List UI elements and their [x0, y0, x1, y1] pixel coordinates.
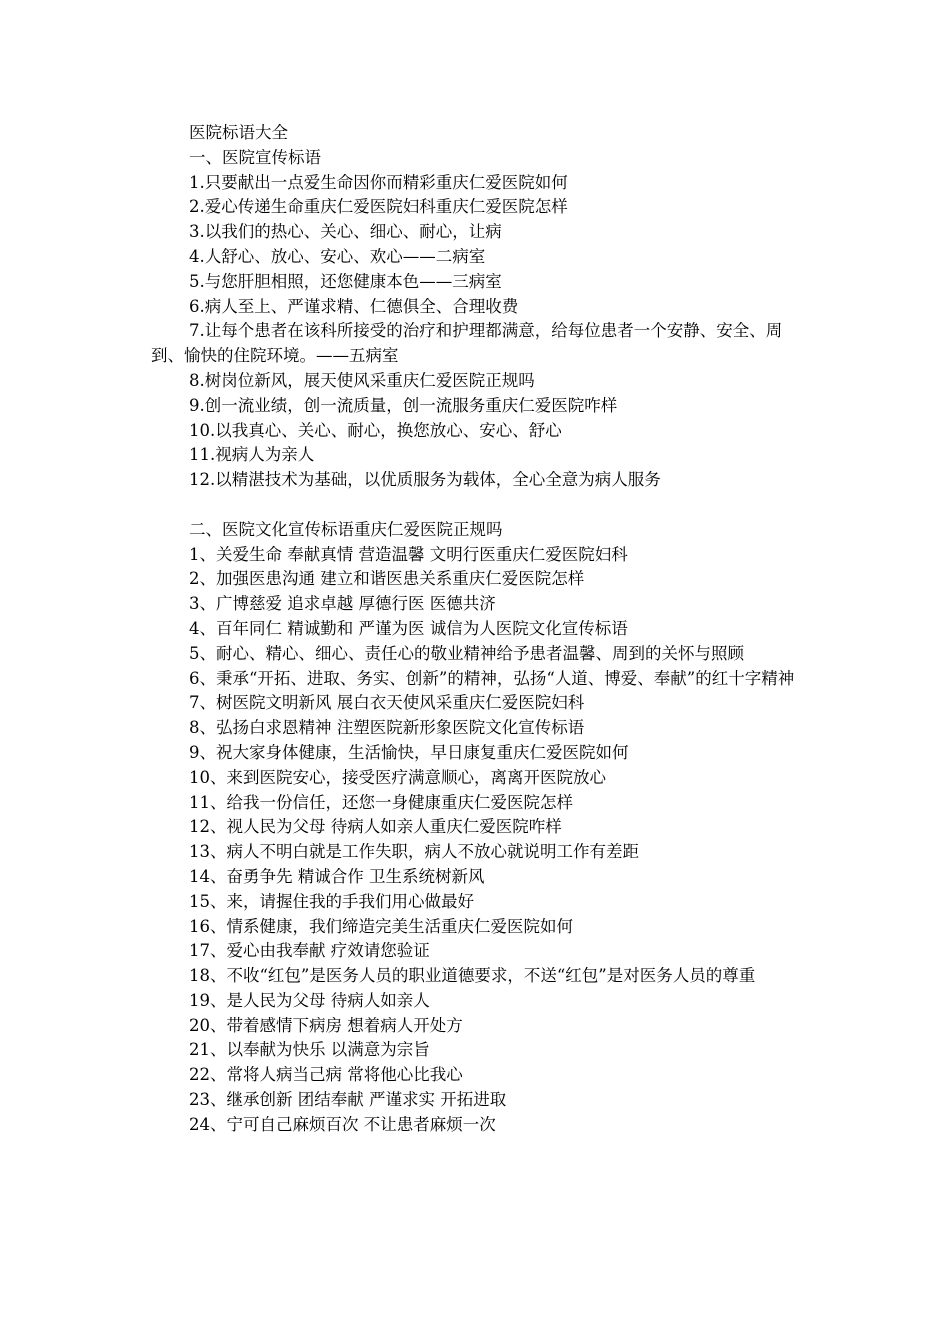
section2-item-23: 23、继承创新 团结奉献 严谨求实 开拓进取 [189, 1090, 507, 1110]
section1-item-3: 3.以我们的热心、关心、细心、耐心，让病 [189, 222, 502, 242]
section2-item-7: 7、树医院文明新风 展白衣天使风采重庆仁爱医院妇科 [189, 693, 585, 713]
section2-item-16: 16、情系健康，我们缔造完美生活重庆仁爱医院如何 [189, 916, 573, 936]
section1-item-11: 11.视病人为亲人 [189, 445, 315, 465]
section1-item-12: 12.以精湛技术为基础，以优质服务为载体，全心全意为病人服务 [189, 470, 661, 490]
section2-item-9: 9、祝大家身体健康，生活愉快，早日康复重庆仁爱医院如何 [189, 742, 629, 762]
section1-item-5: 5.与您肝胆相照，还您健康本色——三病室 [189, 271, 502, 291]
section2-item-1: 1、关爱生命 奉献真情 营造温馨 文明行医重庆仁爱医院妇科 [189, 544, 628, 564]
section2-item-22: 22、常将人病当己病 常将他心比我心 [189, 1065, 463, 1085]
section2-item-4: 4、百年同仁 精诚勤和 严谨为医 诚信为人医院文化宣传标语 [189, 618, 628, 638]
section1-item-6: 6.病人至上、严谨求精、仁德俱全、合理收费 [189, 296, 519, 316]
section2-item-21: 21、以奉献为快乐 以满意为宗旨 [189, 1040, 430, 1060]
section1-item-10: 10.以我真心、关心、耐心，换您放心、安心、舒心 [189, 420, 562, 440]
section2-item-15: 15、来，请握住我的手我们用心做最好 [189, 891, 474, 911]
section2-item-8: 8、弘扬白求恩精神 注塑医院新形象医院文化宣传标语 [189, 718, 585, 738]
section2-item-13: 13、病人不明白就是工作失职，病人不放心就说明工作有差距 [189, 842, 639, 862]
section2-item-6: 6、秉承“开拓、进取、务实、创新”的精神，弘扬“人道、博爱、奉献”的红十字精神 [189, 668, 795, 688]
section2-heading: 二、医院文化宣传标语重庆仁爱医院正规吗 [189, 519, 503, 539]
section1-item-2: 2.爱心传递生命重庆仁爱医院妇科重庆仁爱医院怎样 [189, 197, 568, 217]
section2-item-14: 14、奋勇争先 精诚合作 卫生系统树新风 [189, 866, 485, 886]
document-body [151, 121, 801, 1138]
section2-item-17: 17、爱心由我奉献 疗效请您验证 [189, 941, 430, 961]
section1-item-4: 4.人舒心、放心、安心、欢心——二病室 [189, 246, 486, 266]
document-title: 医院标语大全 [189, 123, 288, 142]
section2-item-10: 10、来到医院安心，接受医疗满意顺心，离离开医院放心 [189, 767, 606, 787]
section2-item-18: 18、不收“红包”是医务人员的职业道德要求，不送“红包”是对医务人员的尊重 [189, 966, 756, 986]
section2-item-2: 2、加强医患沟通 建立和谐医患关系重庆仁爱医院怎样 [189, 569, 585, 589]
section2-item-20: 20、带着感情下病房 想着病人开处方 [189, 1015, 463, 1035]
section2-item-19: 19、是人民为父母 待病人如亲人 [189, 990, 430, 1010]
section2-item-11: 11、给我一份信任，还您一身健康重庆仁爱医院怎样 [189, 792, 573, 812]
section1-item-9: 9.创一流业绩，创一流质量，创一流服务重庆仁爱医院咋样 [189, 395, 618, 415]
section2-item-3: 3、广博慈爱 追求卓越 厚德行医 医德共济 [189, 594, 496, 614]
section2-item-24: 24、宁可自己麻烦百次 不让患者麻烦一次 [189, 1114, 496, 1134]
section2-item-5: 5、耐心、精心、细心、责任心的敬业精神给予患者温馨、周到的关怀与照顾 [189, 643, 744, 663]
section1-item-1: 1.只要献出一点爱生命因你而精彩重庆仁爱医院如何 [189, 172, 568, 192]
section1-item-8: 8.树岗位新风，展天使风采重庆仁爱医院正规吗 [189, 370, 535, 390]
section-spacer [151, 493, 801, 518]
section2-item-12: 12、视人民为父母 待病人如亲人重庆仁爱医院咋样 [189, 817, 562, 837]
section1-item-7: 7.让每个患者在该科所接受的治疗和护理都满意，给每位患者一个安静、安全、周到、愉快的住院环境。——五病室 [151, 321, 783, 366]
section1-heading: 一、医院宣传标语 [189, 147, 321, 167]
